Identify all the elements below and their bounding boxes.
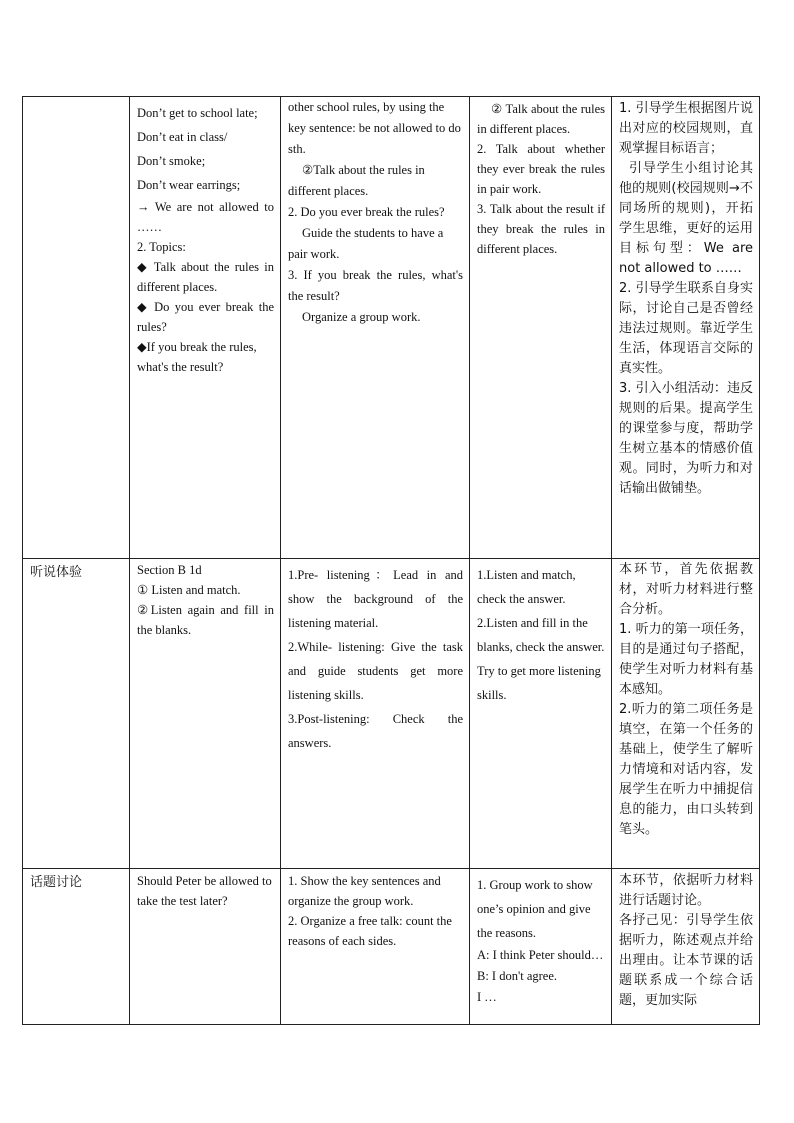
student-line: I … <box>477 990 497 1004</box>
purpose-cell <box>612 97 760 559</box>
teacher-line: 3.Post-listening: Check the answers. <box>288 712 463 750</box>
teacher-line: 2. Organize a free talk: count the reasons of each sides. <box>288 914 452 948</box>
student-line: 2.Listen and fill in the blanks, check the answer. Try to get more listening skills. <box>477 616 605 702</box>
teacher-activity-cell <box>281 559 470 869</box>
teacher-line: ②Talk about the rules in different places. <box>288 163 425 198</box>
student-line: 3. Talk about the result if they break the rules in different places. <box>477 202 605 256</box>
teacher-line: 2. Do you ever break the rules? <box>288 205 445 219</box>
content-line: Don’t eat in class/ <box>137 130 228 144</box>
student-line: 2. Talk about whether they ever break the rules in pair work. <box>477 142 605 196</box>
purpose-line: 3. 引入小组活动：违反规则的后果。提高学生的课堂参与度，帮助学生树立基本的情感价值观。同时，为听力和对话输出做铺垫。 <box>619 381 753 496</box>
teacher-line: 3. If you break the rules, what's the result? <box>288 268 463 303</box>
content-line: ◆If you break the rules, what's the result? <box>137 340 257 374</box>
teacher-line: other school rules, by using the key sentence: be not allowed to do sth. <box>288 100 461 156</box>
stage-cell: 话题讨论 <box>23 869 130 1025</box>
student-line: ② Talk about the rules in different places. <box>477 102 605 136</box>
stage-cell: 听说体验 <box>23 559 130 869</box>
purpose-line: 本环节，依据听力材料进行话题讨论。 <box>619 873 753 908</box>
lesson-plan-table <box>22 96 760 1025</box>
table-row <box>23 869 760 1025</box>
purpose-cell <box>612 559 760 869</box>
content-line: Should Peter be allowed to take the test later? <box>137 874 272 908</box>
content-line: ◆ Talk about the rules in different places. <box>137 260 274 294</box>
student-line: A: I think Peter should… <box>477 948 604 962</box>
content-cell <box>130 97 281 559</box>
purpose-line: 各抒己见：引导学生依据听力，陈述观点并给出理由。让本节课的话题联系成一个综合话题，更加实际 <box>619 913 753 1008</box>
content-line: ◆ Do you ever break the rules? <box>137 300 274 334</box>
content-line: Don’t smoke; <box>137 154 206 168</box>
table-row <box>23 559 760 869</box>
content-line: 2. Topics: <box>137 240 186 254</box>
content-cell <box>130 559 281 869</box>
purpose-line: 1. 引导学生根据图片说出对应的校园规则，直观掌握目标语言； <box>619 101 753 156</box>
content-line: ① Listen and match. <box>137 583 241 597</box>
student-activity-cell <box>470 559 612 869</box>
stage-cell <box>23 97 130 559</box>
content-line: Don’t get to school late; <box>137 106 258 120</box>
student-activity-cell <box>470 97 612 559</box>
content-line: Don’t wear earrings; <box>137 178 241 192</box>
purpose-line: 1. 听力的第一项任务，目的是通过句子搭配，使学生对听力材料有基本感知。 <box>619 622 753 697</box>
student-line: 1.Listen and match, check the answer. <box>477 568 576 606</box>
teacher-line: Guide the students to have a pair work. <box>288 226 444 261</box>
teacher-line: Organize a group work. <box>302 310 421 324</box>
purpose-cell <box>612 869 760 1025</box>
table-row <box>23 97 760 559</box>
student-line: B: I don't agree. <box>477 969 558 983</box>
content-line: ②Listen again and fill in the blanks. <box>137 603 274 637</box>
teacher-line: 2.While- listening: Give the task and guide students get more listening skills. <box>288 640 463 702</box>
purpose-line: 2.听力的第二项任务是填空，在第一个任务的基础上，使学生了解听力情境和对话内容，发展学生在听力中捕捉信息的能力，由口头转到笔头。 <box>619 702 753 837</box>
purpose-line: 2. 引导学生联系自身实际，讨论自己是否曾经违法过规则。靠近学生生活，体现语言交际的真实性。 <box>619 281 753 376</box>
teacher-activity-cell <box>281 97 470 559</box>
student-activity-cell <box>470 869 612 1025</box>
content-line: → We are not allowed to …… <box>137 200 274 234</box>
teacher-line: 1. Show the key sentences and organize the group work. <box>288 874 441 908</box>
teacher-activity-cell <box>281 869 470 1025</box>
teacher-line: 1.Pre- listening：Lead in and show the background of the listening material. <box>288 568 463 630</box>
content-cell <box>130 869 281 1025</box>
purpose-line: 本环节，首先依据教材，对听力材料进行整合分析。 <box>619 562 753 617</box>
purpose-line: 引导学生小组讨论其他的规则(校园规则→不同场所的规则)，开拓学生思维，更好的运用目标句型：We are not allowed to …… <box>619 161 753 276</box>
student-line: 1. Group work to show one’s opinion and give the reasons. <box>477 878 593 940</box>
content-line: Section B 1d <box>137 563 202 577</box>
